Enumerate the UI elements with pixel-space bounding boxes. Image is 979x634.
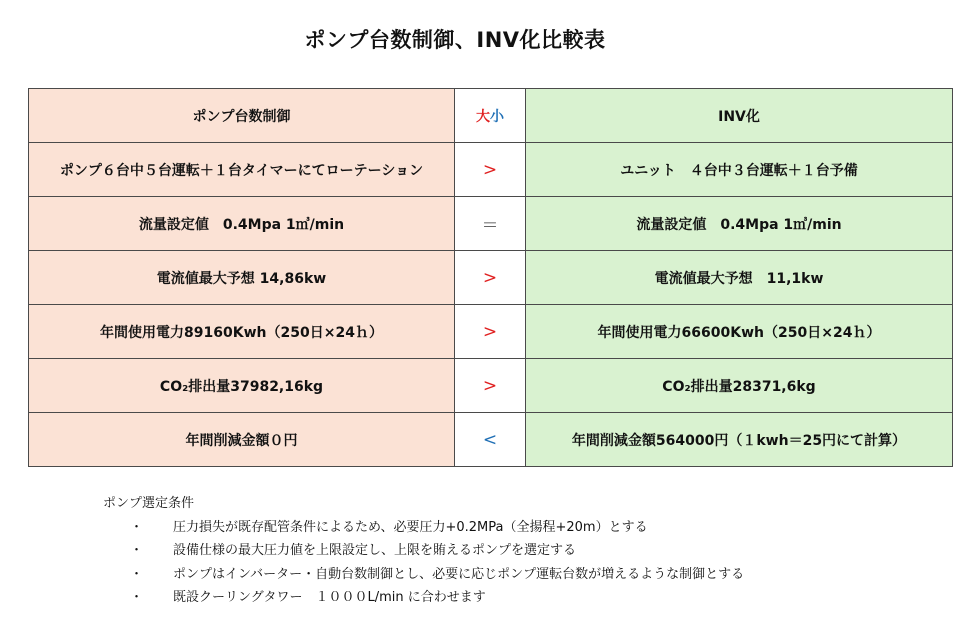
left-cell: 電流値最大予想 14,86kw	[29, 251, 455, 305]
right-cell: 電流値最大予想 11,1kw	[526, 251, 953, 305]
left-cell: CO₂排出量37982,16kg	[29, 359, 455, 413]
comparison-table	[28, 88, 953, 467]
conditions-heading: ポンプ選定条件	[103, 496, 195, 511]
header-inv: INV化	[526, 89, 953, 143]
condition-text: 設備仕様の最大圧力値を上限設定し、上限を賄えるポンプを選定する	[173, 543, 577, 558]
table-row	[29, 359, 953, 413]
left-cell: 流量設定値 0.4Mpa 1㎥/min	[29, 197, 455, 251]
left-cell: ポンプ６台中５台運転＋１台タイマーにてローテーション	[29, 143, 455, 197]
bullet: ・	[130, 543, 144, 558]
condition-text: ポンプはインバーター・自動台数制御とし、必要に応じポンプ運転台数が増えるような制御とする	[173, 566, 745, 582]
table-row	[29, 413, 953, 467]
right-cell: 年間削減金額564000円（１kwh＝25円にて計算）	[526, 413, 953, 467]
left-cell: 年間使用電力89160Kwh（250日×24ｈ）	[29, 305, 455, 359]
table-row	[29, 251, 953, 305]
header-small-label: 小	[490, 108, 504, 125]
table-row	[29, 143, 953, 197]
header-big-label: 大	[476, 108, 490, 125]
condition-text: 既設クーリングタワー １０００L/min に合わせます	[173, 590, 486, 605]
list-item	[103, 539, 744, 563]
list-item	[103, 586, 744, 610]
list-item	[103, 563, 744, 587]
conditions-list	[103, 516, 744, 610]
right-cell: 年間使用電力66600Kwh（250日×24ｈ）	[526, 305, 953, 359]
condition-text: 圧力損失が既存配管条件によるため、必要圧力+0.2MPa（全揚程+20m）とする	[173, 519, 648, 535]
right-cell: 流量設定値 0.4Mpa 1㎥/min	[526, 197, 953, 251]
right-cell: ユニット ４台中３台運転＋１台予備	[526, 143, 953, 197]
left-cell: 年間削減金額０円	[29, 413, 455, 467]
page-title: ポンプ台数制御、INV化比較表	[304, 28, 606, 52]
comparison-symbol: >	[455, 305, 526, 359]
list-item	[103, 516, 744, 540]
comparison-symbol: ＝	[455, 197, 526, 251]
comparison-symbol: >	[455, 251, 526, 305]
bullet: ・	[130, 566, 144, 582]
table-header-row	[29, 89, 953, 143]
bullet: ・	[130, 519, 144, 535]
table-row	[29, 305, 953, 359]
comparison-symbol: <	[455, 413, 526, 467]
selection-conditions	[103, 492, 744, 610]
table-row	[29, 197, 953, 251]
bullet: ・	[130, 590, 144, 605]
right-cell: CO₂排出量28371,6kg	[526, 359, 953, 413]
header-comparison	[455, 89, 526, 143]
header-pump-count-control: ポンプ台数制御	[29, 89, 455, 143]
comparison-symbol: >	[455, 143, 526, 197]
comparison-symbol: >	[455, 359, 526, 413]
